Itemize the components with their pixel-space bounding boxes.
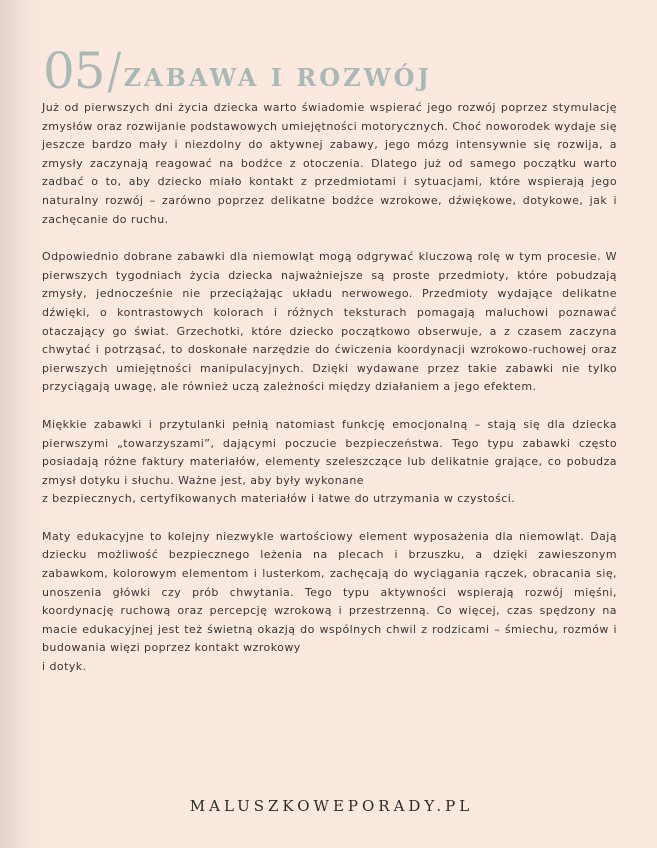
footer-website: MALUSZKOWEPORADY.PL xyxy=(189,797,474,815)
paragraph-1: Już od pierwszych dni życia dziecka warto świadomie wspierać jego rozwój poprzez stymulację zmysłów oraz rozwijanie podstawowych umiejętności motorycznych. Choć noworodek wydaje się jeszcze bardzo mały i niezdolny do aktywnej zabawy, jego mózg intensywnie się rozwija, a zmysły zaczynają reagować na bodźce z otoczenia. Dlatego już od samego początku warto zadbać o to, aby dziecko miało kontakt z przedmiotami i sytuacjami, które wspierają jego naturalny rozwój – zarówno poprzez delikatne bodźce wzrokowe, dźwiękowe, dotykowe, jak i zachęcanie do ruchu. xyxy=(42,101,617,226)
paragraph-3: Miękkie zabawki i przytulanki pełnią natomiast funkcję emocjonalną – stają się dla dziecka pierwszymi „towarzyszami”, dającymi poczucie bezpieczeństwa. Tego typu zabawki często posiadają różne faktury materiałów, elementy szeleszczące lub delikatnie grające, co pobudza zmysł dotyku i słuchu. Ważne jest, aby były wykonane z bezpiecznych, certyfikowanych materiałów i łatwe do utrzymania w czystości. xyxy=(42,417,617,506)
heading-slash: / xyxy=(107,42,121,100)
section-heading xyxy=(43,36,432,100)
paragraph-2: Odpowiednio dobrane zabawki dla niemowląt mogą odgrywać kluczową rolę w tym procesie. W pierwszych tygodniach życia dziecka najważniejsze są proste przedmioty, które pobudzają zmysły, jednocześnie nie przeciążając układu nerwowego. Przedmioty wydające delikatne dźwięki, o kontrastowych kolorach i różnych teksturach pomagają maluchowi poznawać otaczający go świat. Grzechotki, które dziecko początkowo obserwuje, a z czasem zaczyna chwytać i potrząsać, to doskonałe narzędzie do ćwiczenia koordynacji wzrokowo-ruchowej oraz pierwszych umiejętności manipulacyjnych. Dzięki wydawane przez takie zabawki nie tylko przyciągają uwagę, ale również uczą zależności między działaniem a jego efektem. xyxy=(42,250,617,394)
section-number: 05 xyxy=(43,42,105,100)
paragraph-4: Maty edukacyjne to kolejny niezwykle wartościowy element wyposażenia dla niemowląt. Dają dziecku możliwość bezpiecznego leżenia na plecach i brzuszku, a dzięki zawieszonym zabawkom, kolorowym elementom i lusterkom, zachęcają do wyciągania rączek, obracania się, unoszenia główki czy prób chwytania. Tego typu aktywności wspierają rozwój mięśni, koordynację ruchową oraz percepcję wzrokową i przestrzenną. Co więcej, czas spędzony na macie edukacyjnej jest też świetną okazją do wspólnych chwil z rodzicami – śmiechu, rozmów i budowania więzi poprzez kontakt wzrokowy i dotyk. xyxy=(42,529,617,674)
body-text xyxy=(42,99,617,696)
section-title: ZABAWA I ROZWÓJ xyxy=(123,63,432,92)
